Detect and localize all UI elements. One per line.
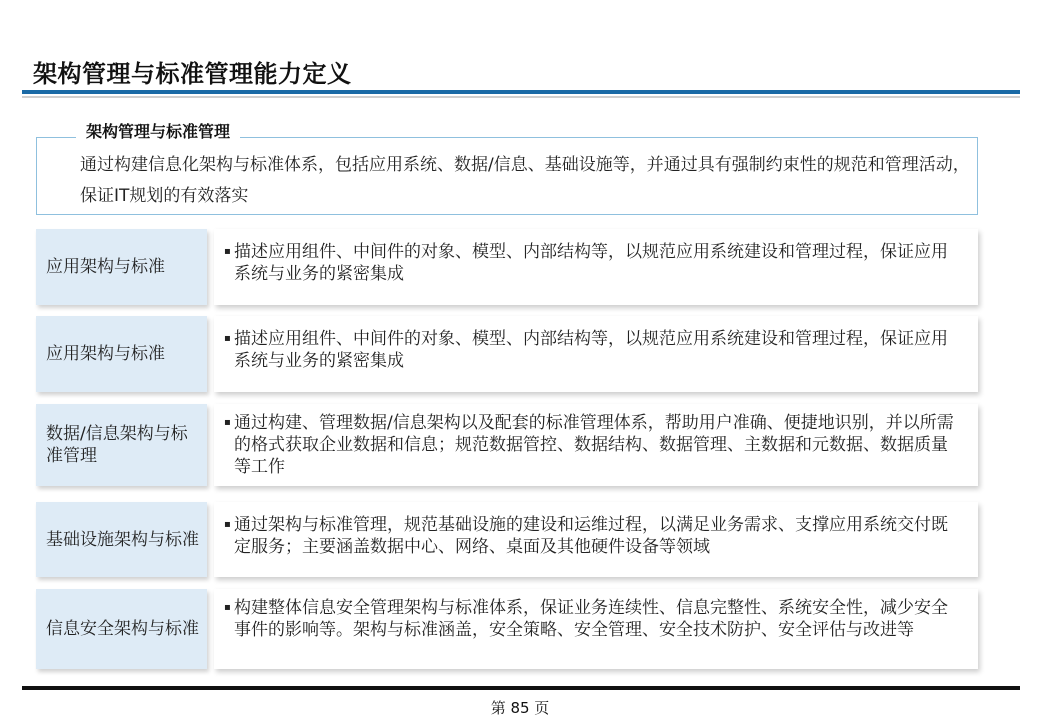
- row-label: 信息安全架构与标准: [36, 589, 207, 669]
- title-divider: [22, 90, 1020, 94]
- bullet-icon: ▪: [224, 602, 231, 613]
- row-description: [214, 589, 978, 669]
- row-label: 数据/信息架构与标准管理: [36, 404, 207, 486]
- row-description-text: 描述应用组件、中间件的对象、模型、内部结构等，以规范应用系统建设和管理过程，保证应用系统与业务的紧密集成: [234, 329, 948, 371]
- title-divider-shadow: [22, 96, 1020, 98]
- page-number: 第 85 页: [490, 699, 550, 717]
- bullet-icon: ▪: [224, 333, 231, 344]
- row-description: [214, 229, 978, 305]
- capability-row-infrastructure: [36, 502, 980, 577]
- row-description: [214, 502, 978, 577]
- bullet-icon: ▪: [224, 519, 231, 530]
- capability-row-application-2: [36, 316, 980, 392]
- capability-row-application-1: [36, 229, 980, 305]
- footer-divider: [22, 686, 1020, 690]
- row-description: [214, 404, 978, 486]
- intro-text: 通过构建信息化架构与标准体系，包括应用系统、数据/信息、基础设施等，并通过具有强制约束性的规范和管理活动，保证IT规划的有效落实: [80, 155, 970, 206]
- row-description-text: 构建整体信息安全管理架构与标准体系，保证业务连续性、信息完整性、系统安全性，减少安全事件的影响等。架构与标准涵盖，安全策略、安全管理、安全技术防护、安全评估与改进等: [234, 598, 948, 640]
- row-description-text: 通过构建、管理数据/信息架构以及配套的标准管理体系，帮助用户准确、便捷地识别，并以所需的格式获取企业数据和信息；规范数据管控、数据结构、数据管理、主数据和元数据、数据质量等工作: [234, 413, 954, 477]
- row-description: [214, 316, 978, 392]
- row-description-text: 描述应用组件、中间件的对象、模型、内部结构等，以规范应用系统建设和管理过程，保证应用系统与业务的紧密集成: [234, 242, 948, 284]
- page-title: 架构管理与标准管理能力定义: [33, 60, 352, 88]
- bullet-icon: ▪: [224, 417, 231, 428]
- intro-label: 架构管理与标准管理: [76, 119, 240, 142]
- row-label: 基础设施架构与标准: [36, 502, 207, 577]
- row-label: 应用架构与标准: [36, 229, 207, 305]
- bullet-icon: ▪: [224, 246, 231, 257]
- row-description-text: 通过架构与标准管理，规范基础设施的建设和运维过程，以满足业务需求、支撑应用系统交付既定服务；主要涵盖数据中心、网络、桌面及其他硬件设备等领域: [234, 515, 948, 557]
- capability-row-data: [36, 404, 980, 486]
- row-label: 应用架构与标准: [36, 316, 207, 392]
- capability-row-security: [36, 589, 980, 669]
